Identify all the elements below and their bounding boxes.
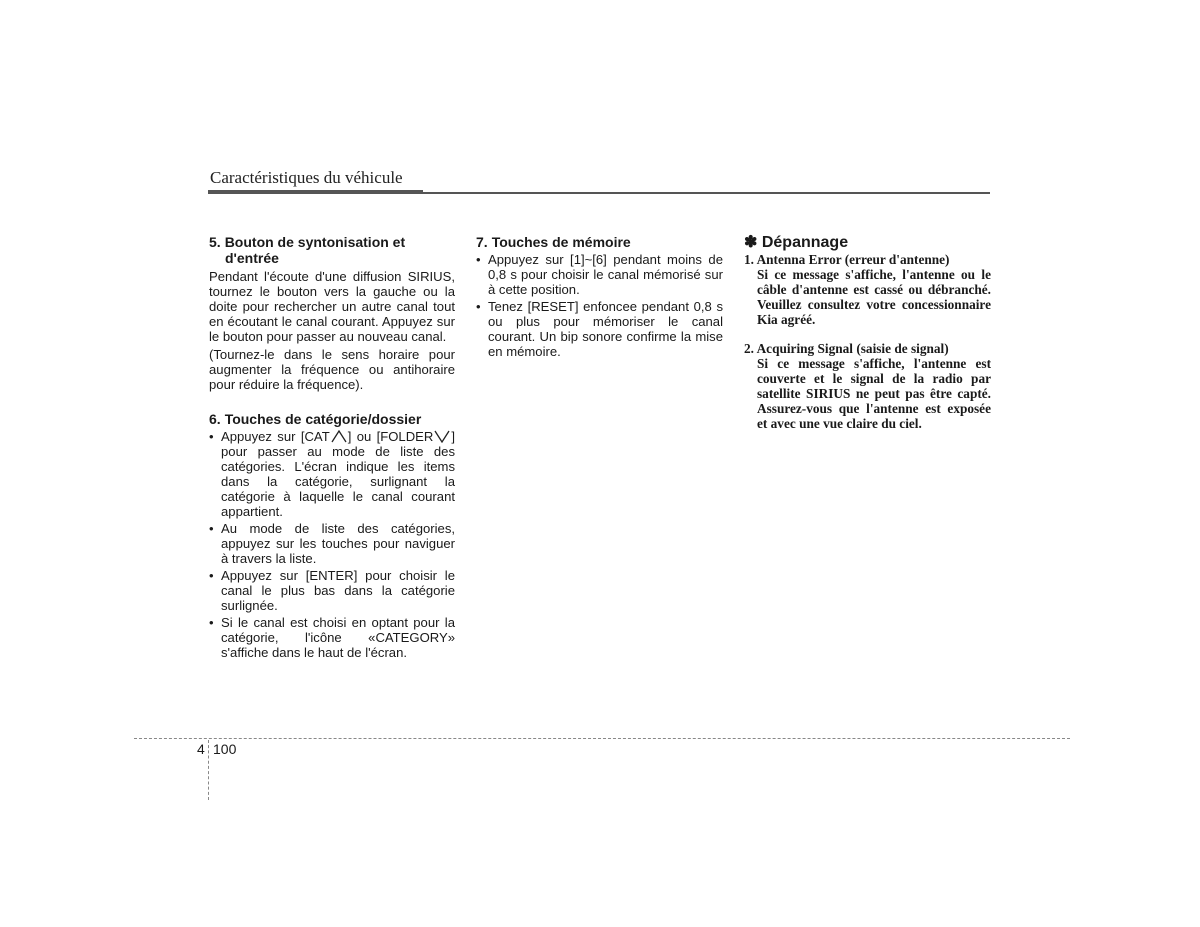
header-rule [208, 192, 990, 194]
list-item: • Au mode de liste des catégories, appuyez sur les touches pour naviguer à travers la liste. [209, 521, 455, 566]
section-5-heading-cont: d'entrée [225, 250, 279, 266]
column-middle [476, 234, 723, 361]
column-left [209, 234, 455, 662]
list-item: • Tenez [RESET] enfoncee pendant 0,8 s ou plus pour mémoriser le canal courant. Un bip sonore confirme la mise en mémoire. [476, 299, 723, 359]
section-5-paragraph-1: Pendant l'écoute d'une diffusion SIRIUS, tournez le bouton vers la gauche ou la doite pour rechercher un autre canal tout en écoutant le canal courant. Appuyez sur le bouton pour passer au nouveau canal. [209, 269, 455, 344]
section-6-list [209, 429, 455, 660]
section-5-heading: 5. Bouton de syntonisation et [209, 234, 406, 250]
chapter-number: 4 [197, 741, 205, 757]
chevron-up-icon [331, 430, 347, 443]
section-5-paragraph-2: (Tournez-le dans le sens horaire pour augmenter la fréquence ou antihoraire pour réduire la fréquence). [209, 347, 455, 392]
column-right [744, 234, 991, 431]
troubleshooting-item-1: 1. Antenna Error (erreur d'antenne) Si ce message s'affiche, l'antenne ou le câble d'antenne est cassé ou débranché. Veuillez consultez votre concessionnaire Kia agréé. [744, 252, 991, 327]
section-6-heading: 6. Touches de catégorie/dossier [209, 411, 422, 427]
list-item: • Si le canal est choisi en optant pour la catégorie, l'icône «CATEGORY» s'affiche dans le haut de l'écran. [209, 615, 455, 660]
header-title: Caractéristiques du véhicule [210, 168, 403, 187]
footer-rule [134, 738, 1070, 739]
section-7-list [476, 252, 723, 359]
list-item: • Appuyez sur [CAT ] ou [FOLDER ] pour passer au mode de liste des catégories. L'écran indique les items dans la catégorie, surlignant la catégorie à laquelle le canal courant appartient. [209, 429, 455, 519]
chevron-down-icon [434, 430, 450, 443]
list-item: • Appuyez sur [ENTER] pour choisir le canal le plus bas dans la catégorie surlignée. [209, 568, 455, 613]
section-7-heading: 7. Touches de mémoire [476, 234, 631, 250]
page-number: 100 [213, 741, 237, 757]
list-item: • Appuyez sur [1]~[6] pendant moins de 0,8 s pour choisir le canal mémorisé sur à cette position. [476, 252, 723, 297]
footer-divider [208, 740, 209, 800]
troubleshooting-title: ✽ Dépannage [744, 234, 849, 251]
troubleshooting-item-2: 2. Acquiring Signal (saisie de signal) Si ce message s'affiche, l'antenne est couverte et le signal de la radio par satellite SIRIUS ne peut pas être capté. Assurez-vous que l'antenne est exposée et avec une vue claire du ciel. [744, 341, 991, 431]
